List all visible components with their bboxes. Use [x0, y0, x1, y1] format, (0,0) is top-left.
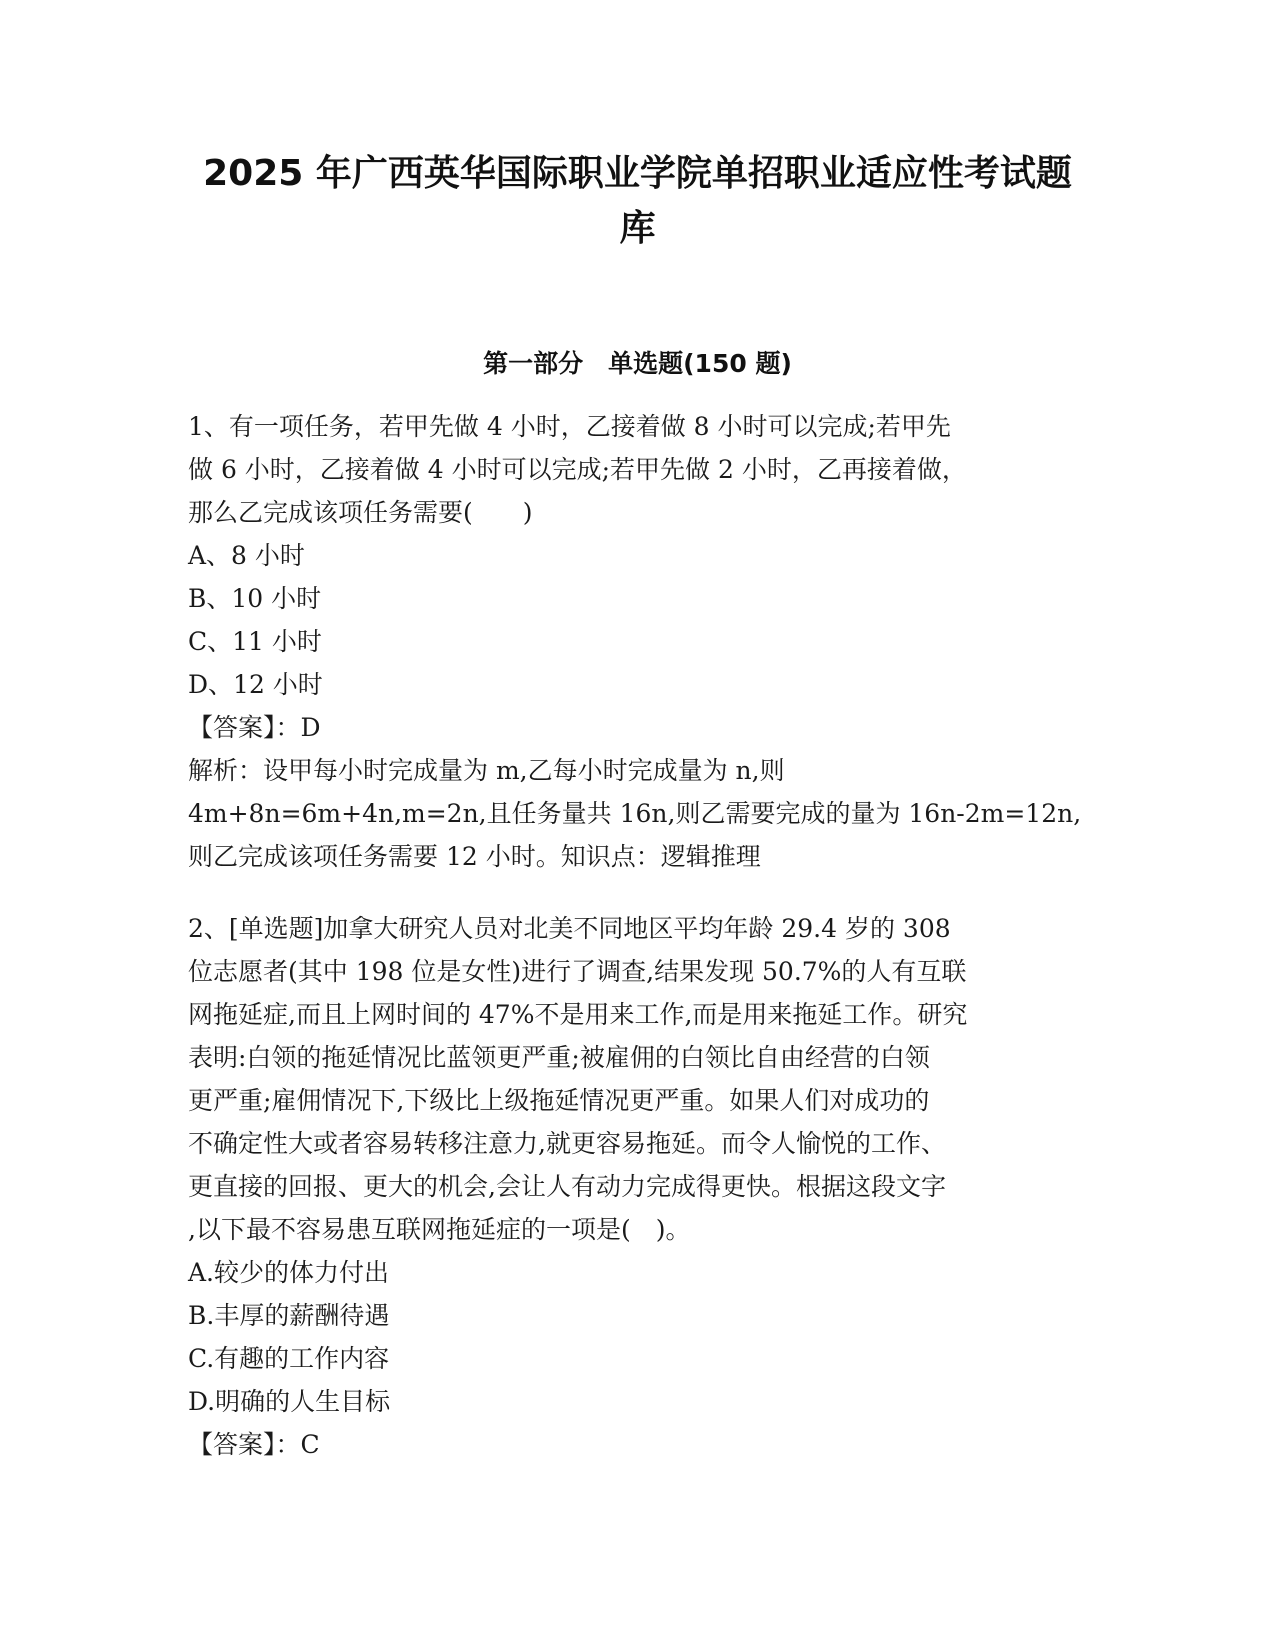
document-title [120, 146, 1155, 256]
option-a: A.较少的体力付出 [188, 1258, 390, 1287]
answer: 【答案】：D [188, 713, 321, 742]
option-d: D.明确的人生目标 [188, 1387, 391, 1416]
question-stem-line: 更直接的回报、更大的机会,会让人有动力完成得更快。根据这段文字 [188, 1172, 946, 1201]
analysis-line: 解析：设甲每小时完成量为 m,乙每小时完成量为 n,则 [188, 756, 785, 785]
question-stem-line: 不确定性大或者容易转移注意力,就更容易拖延。而令人愉悦的工作、 [188, 1129, 946, 1158]
question-stem-line: 位志愿者(其中 198 位是女性)进行了调查,结果发现 50.7%的人有互联 [188, 957, 967, 986]
option-c: C、11 小时 [188, 627, 322, 656]
question-stem-line: 表明:白领的拖延情况比蓝领更严重;被雇佣的白领比自由经营的白领 [188, 1043, 930, 1072]
question-stem-line: 那么乙完成该项任务需要( ) [188, 498, 533, 527]
option-d: D、12 小时 [188, 670, 323, 699]
title-line-2: 库 [619, 208, 656, 249]
question-stem-line: 1、有一项任务，若甲先做 4 小时，乙接着做 8 小时可以完成;若甲先 [188, 412, 951, 441]
question-2 [188, 907, 1088, 1466]
option-b: B.丰厚的薪酬待遇 [188, 1301, 390, 1330]
question-1 [188, 405, 1088, 878]
analysis-line: 4m+8n=6m+4n,m=2n,且任务量共 16n,则乙需要完成的量为 16n-2m=12n, [188, 799, 1082, 828]
option-c: C.有趣的工作内容 [188, 1344, 390, 1373]
question-stem-line: 更严重;雇佣情况下,下级比上级拖延情况更严重。如果人们对成功的 [188, 1086, 930, 1115]
analysis-line: 则乙完成该项任务需要 12 小时。知识点：逻辑推理 [188, 842, 761, 871]
question-stem-line: 网拖延症,而且上网时间的 47%不是用来工作,而是用来拖延工作。研究 [188, 1000, 968, 1029]
answer: 【答案】：C [188, 1430, 320, 1459]
option-b: B、10 小时 [188, 584, 322, 613]
section-heading: 第一部分 单选题(150 题) [483, 349, 792, 378]
question-stem-line: 做 6 小时，乙接着做 4 小时可以完成;若甲先做 2 小时，乙再接着做， [188, 455, 967, 484]
question-stem-line: ,以下最不容易患互联网拖延症的一项是( )。 [188, 1215, 691, 1244]
title-line-1: 2025 年广西英华国际职业学院单招职业适应性考试题 [203, 153, 1072, 194]
question-stem-line: 2、[单选题]加拿大研究人员对北美不同地区平均年龄 29.4 岁的 308 [188, 914, 951, 943]
option-a: A、8 小时 [188, 541, 305, 570]
